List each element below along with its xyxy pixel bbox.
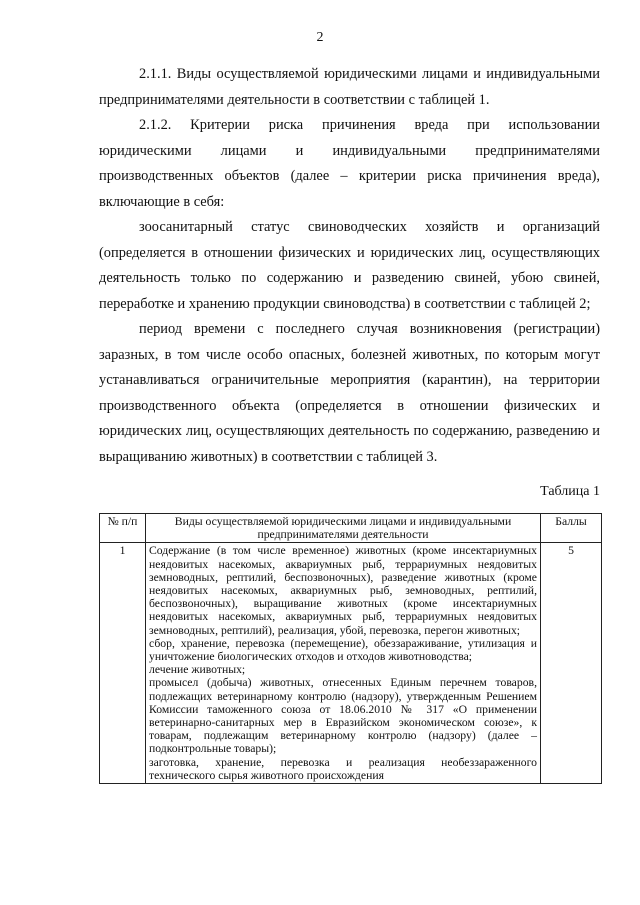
header-number: № п/п: [100, 514, 146, 543]
header-score: Баллы: [541, 514, 602, 543]
row-activities: [146, 543, 541, 784]
table-row: [100, 543, 602, 784]
header-activity: Виды осуществляемой юридическими лицами и индивидуальными предпринимателями деятельности: [146, 514, 541, 543]
activity-item: заготовка, хранение, перевозка и реализация необеззараженного технического сырья животного происхождения: [149, 755, 537, 782]
row-score: 5: [541, 543, 602, 784]
paragraph-disease-period: период времени с последнего случая возникновения (регистрации) заразных, в том числе особо опасных, болезней животных, по которым могут устанавливаться ограничительные мероприятия (карантин), на территории производственного объекта (определяется в отношении физических и юридических лиц, осуществляющих деятельность по содержанию, разведению и выращиванию животных) в соответствии с таблицей 3.: [99, 321, 600, 465]
page-number: 2: [316, 30, 324, 45]
activity-item: лечение животных;: [149, 663, 246, 677]
table-caption: Таблица 1: [540, 484, 600, 499]
body-text: [99, 62, 600, 470]
paragraph-2-1-2: 2.1.2. Критерии риска причинения вреда при использовании юридическими лицами и индивидуальными предпринимателями производственных объектов (далее – критерии риска причинения вреда), включающие в себя:: [99, 117, 600, 210]
paragraph-zoosanitary-status: зоосанитарный статус свиноводческих хозяйств и организаций (определяется в отношении физических и юридических лиц, осуществляющих деятельность только по содержанию и разведению свиней, убою свиней, переработке и хранению продукции свиноводства) в соответствии с таблицей 2;: [99, 219, 600, 312]
row-number: 1: [100, 543, 146, 784]
paragraph-2-1-1: 2.1.1. Виды осуществляемой юридическими лицами и индивидуальными предпринимателями деятельности в соответствии с таблицей 1.: [99, 66, 600, 108]
table-header-row: [100, 514, 602, 543]
activities-table: [99, 513, 602, 784]
activity-item: сбор, хранение, перевозка (перемещение), обеззараживание, утилизация и уничтожение биологических отходов и отходов животноводства;: [149, 636, 537, 664]
activity-item: Содержание (в том числе временное) животных (кроме инсектариумных неядовитых насекомых, аквариумных рыб, террариумных неядовитых земноводных, рептилий, беспозвоночных), разведение животных (кроме неядовитых насекомых, аквариумных рыб, земноводных, рептилий, беспозвоночных), выращивание животных (кроме инсектариумных неядовитых насекомых, аквариумных рыб, террариумных неядовитых земноводных, рептилий), реализация, убой, перевозка, перегон животных;: [149, 544, 537, 637]
activity-item: промысел (добыча) животных, отнесенных Единым перечнем товаров, подлежащих ветеринарному контролю (надзору), утвержденным Решением Комиссии таможенного союза от 18.06.2010 № 317 «О применении ветеринарно-санитарных мер в Евразийском экономическом союзе», к товарам, подлежащим ветеринарному контролю (надзору) (далее – подконтрольные товары);: [149, 676, 537, 756]
